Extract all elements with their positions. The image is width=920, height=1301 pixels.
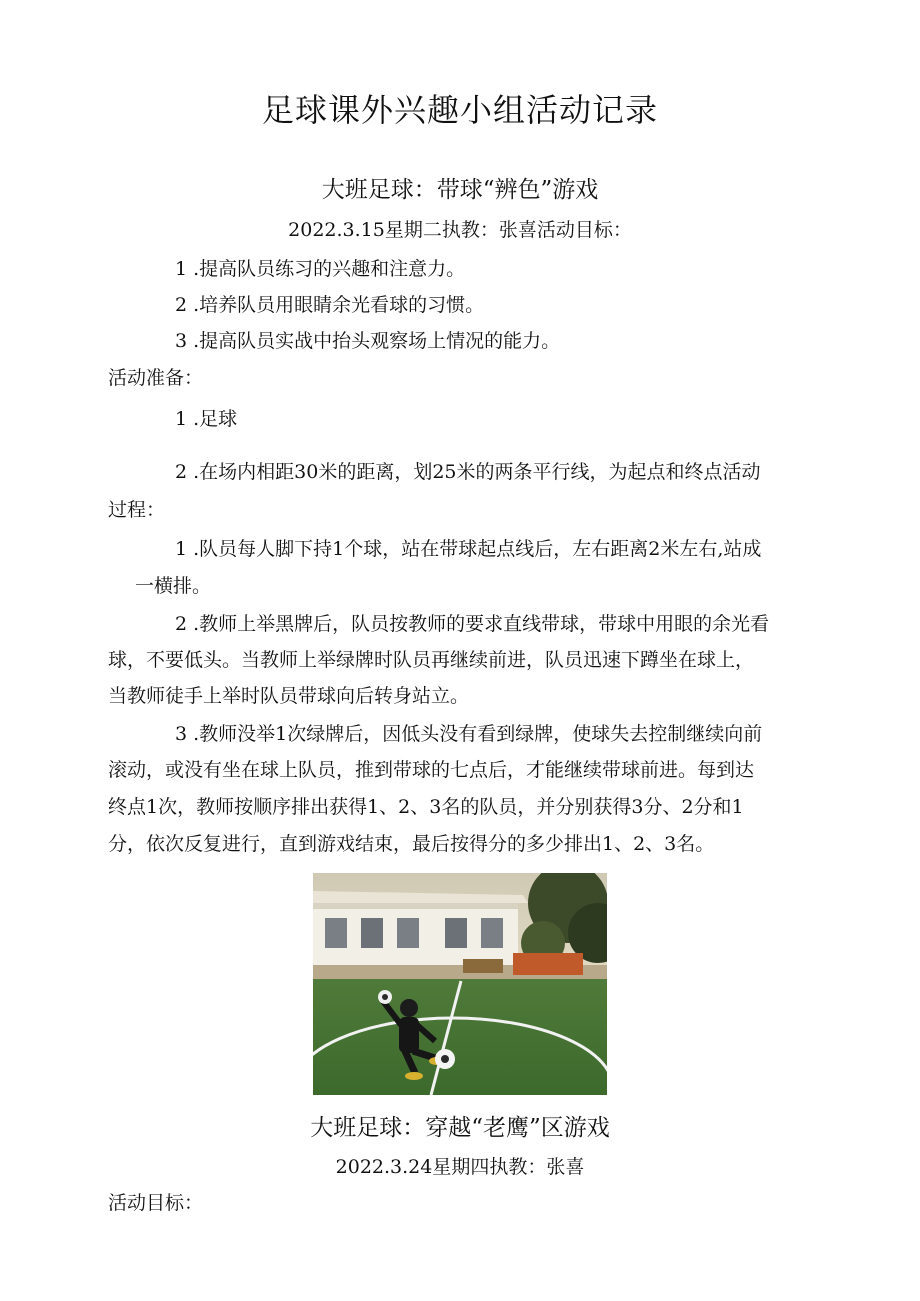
activity-photo — [313, 873, 607, 1095]
document-title: 足球课外兴趣小组活动记录 — [261, 91, 658, 129]
process-label: 过程： — [108, 499, 166, 521]
process-line: 分，依次反复进行，直到游戏结束，最后按得分的多少排出1、2、3名。 — [108, 833, 715, 855]
prep-label: 活动准备： — [108, 367, 204, 389]
prep-item: 1 .足球 — [175, 408, 238, 430]
process-line: 1 .队员每人脚下持1个球，站在带球起点线后，左右距离2米左右,站成 — [175, 538, 762, 560]
process-line: 球，不要低头。当教师上举绿牌时队员再继续前进，队员迅速下蹲坐在球上， — [108, 649, 755, 671]
process-line: 滚动，或没有坐在球上队员，推到带球的七点后，才能继续带球前进。每到达 — [108, 759, 755, 781]
goal-item: 1 .提高队员练习的兴趣和注意力。 — [175, 258, 466, 280]
section2-heading: 大班足球：穿越“老鹰”区游戏 — [310, 1115, 610, 1141]
goal-item: 2 .培养队员用眼睛余光看球的习惯。 — [175, 294, 485, 316]
process-line: 一横排。 — [135, 575, 212, 597]
goal-item: 3 .提高队员实战中抬头观察场上情况的能力。 — [175, 330, 561, 352]
process-line: 3 .教师没举1次绿牌后，因低头没有看到绿牌，使球失去控制继续向前 — [175, 723, 763, 745]
process-line: 终点1次，教师按顺序排出获得1、2、3名的队员，并分别获得3分、2分和1 — [108, 796, 744, 818]
section1-meta: 2022.3.15星期二执教：张喜活动目标： — [288, 219, 632, 241]
process-line: 当教师徒手上举时队员带球向后转身站立。 — [108, 685, 470, 707]
prep-item: 2 .在场内相距30米的距离，划25米的两条平行线，为起点和终点活动 — [175, 461, 761, 483]
section2-goals-label: 活动目标： — [108, 1192, 204, 1214]
process-line: 2 .教师上举黑牌后，队员按教师的要求直线带球，带球中用眼的余光看 — [175, 613, 770, 635]
section1-heading: 大班足球：带球“辨色”游戏 — [321, 177, 599, 203]
section2-meta: 2022.3.24星期四执教：张喜 — [335, 1156, 585, 1178]
